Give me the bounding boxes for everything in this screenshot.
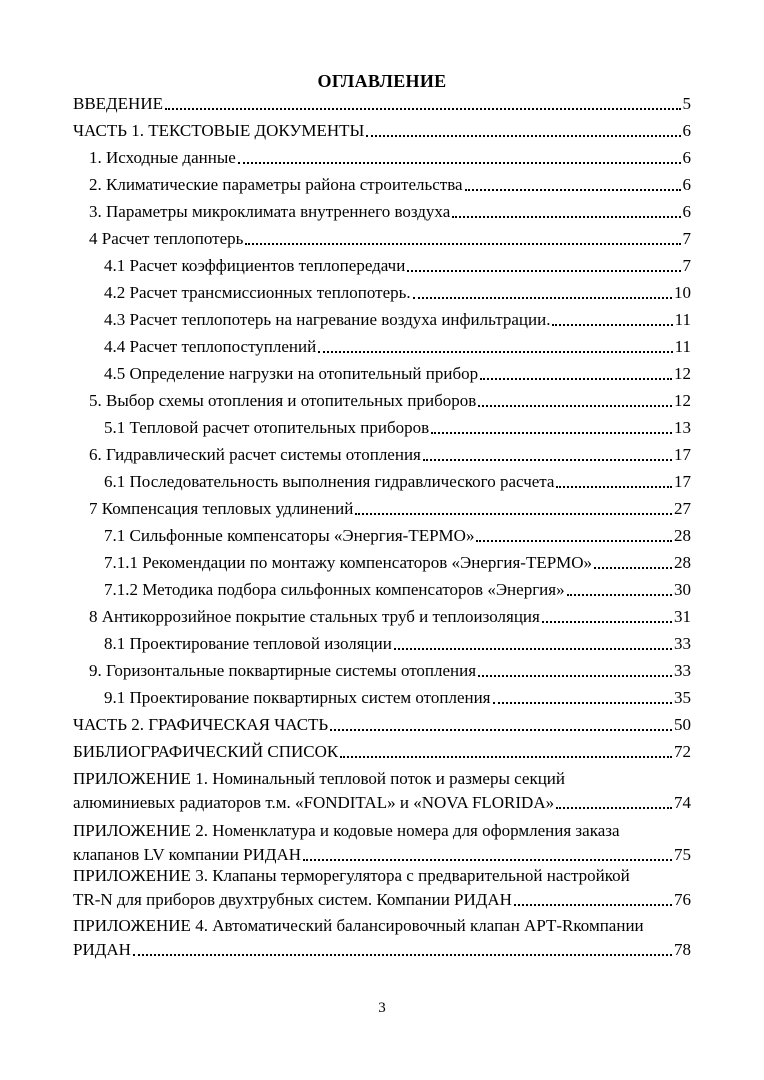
toc-entry[interactable]: [0, 579, 764, 605]
dot-leader: [330, 728, 672, 731]
toc-entry[interactable]: [0, 660, 764, 686]
dot-leader: [478, 674, 672, 677]
toc-entry-page: 31: [674, 607, 691, 626]
toc-entry[interactable]: [0, 915, 764, 965]
toc-entry-page: 12: [674, 391, 691, 410]
dot-leader: [413, 296, 672, 299]
toc-entry[interactable]: [0, 768, 764, 818]
dot-leader: [594, 566, 672, 569]
dot-leader: [238, 161, 681, 164]
toc-entry-page: 75: [674, 845, 691, 864]
toc-entry-label: 5. Выбор схемы отопления и отопительных приборов: [89, 391, 477, 410]
toc-entry-label: 1. Исходные данные: [89, 148, 236, 167]
toc-entry-label: 7.1.2 Методика подбора сильфонных компенсаторов «Энергия»: [104, 580, 565, 599]
toc-entry-page: 28: [674, 553, 691, 572]
toc-entry[interactable]: [0, 255, 764, 281]
toc-entry[interactable]: [0, 228, 764, 254]
dot-leader: [165, 107, 681, 110]
toc-entry-page: 13: [674, 418, 691, 437]
toc-entry[interactable]: [0, 471, 764, 497]
dot-leader: [245, 242, 680, 245]
dot-leader: [340, 755, 672, 758]
toc-entry-label: 5.1 Тепловой расчет отопительных приборов: [104, 418, 430, 437]
toc-entry[interactable]: [0, 444, 764, 470]
dot-leader: [556, 806, 672, 809]
dot-leader: [476, 539, 672, 542]
toc-entry-page: 72: [674, 742, 691, 761]
dot-leader: [394, 647, 672, 650]
toc-entry-page: 11: [674, 310, 691, 329]
toc-entry-label: 4.5 Определение нагрузки на отопительный прибор: [104, 364, 479, 383]
toc-entry-page: 6: [682, 202, 691, 221]
toc-entry-label-line1: ПРИЛОЖЕНИЕ 1. Номинальный тепловой поток и размеры секций: [73, 769, 565, 788]
dot-leader: [542, 620, 672, 623]
toc-entry-label: алюминиевых радиаторов т.м. «FONDITAL» и «NOVA FLORIDA»: [73, 793, 555, 812]
toc-entry[interactable]: [0, 525, 764, 551]
toc-entry[interactable]: [0, 714, 764, 740]
dot-leader: [478, 404, 672, 407]
dot-leader: [552, 323, 672, 326]
toc-entry-label: 4.1 Расчет коэффициентов теплопередачи: [104, 256, 406, 275]
dot-leader: [452, 215, 680, 218]
toc-entry-label: 4.2 Расчет трансмиссионных теплопотерь.: [104, 283, 411, 302]
toc-entry-page: 17: [674, 472, 691, 491]
toc-entry-label: ВВЕДЕНИЕ: [73, 94, 163, 113]
toc-entry-page: 33: [674, 661, 691, 680]
toc-entry-label: 7.1 Сильфонные компенсаторы «Энергия-ТЕРМО»: [104, 526, 475, 545]
toc-entry[interactable]: [0, 363, 764, 389]
toc-entry-label: 6.1 Последовательность выполнения гидравлического расчета: [104, 472, 555, 491]
toc-entry-label: ЧАСТЬ 2. ГРАФИЧЕСКАЯ ЧАСТЬ: [73, 715, 329, 734]
dot-leader: [407, 269, 680, 272]
toc-entry-page: 7: [682, 229, 691, 248]
toc-entry-page: 33: [674, 634, 691, 653]
toc-entry[interactable]: [0, 336, 764, 362]
toc-entry-label: БИБЛИОГРАФИЧЕСКИЙ СПИСОК: [73, 742, 339, 761]
toc-entry-page: 28: [674, 526, 691, 545]
toc-entry[interactable]: [0, 390, 764, 416]
dot-leader: [465, 188, 681, 191]
toc-entry[interactable]: [0, 498, 764, 524]
toc-entry[interactable]: [0, 417, 764, 443]
toc-entry[interactable]: [0, 633, 764, 659]
toc-entry[interactable]: [0, 282, 764, 308]
toc-entry-page: 30: [674, 580, 691, 599]
dot-leader: [366, 134, 680, 137]
toc-entry-label: 8 Антикоррозийное покрытие стальных труб и теплоизоляция: [89, 607, 540, 626]
toc-entry-label: 6. Гидравлический расчет системы отопления: [89, 445, 421, 464]
toc-entry-label: клапанов LV компании РИДАН: [73, 845, 302, 864]
toc-entry-label: TR-N для приборов двухтрубных систем. Компании РИДАН: [73, 890, 512, 909]
toc-entry[interactable]: [0, 741, 764, 767]
dot-leader: [431, 431, 672, 434]
toc-entry-label: 7.1.1 Рекомендации по монтажу компенсаторов «Энергия-ТЕРМО»: [104, 553, 593, 572]
toc-entry-page: 11: [674, 337, 691, 356]
toc-entry-label: РИДАН: [73, 940, 131, 959]
toc-entry[interactable]: [0, 309, 764, 335]
toc-entry[interactable]: [0, 174, 764, 200]
toc-entry-page: 5: [682, 94, 691, 113]
dot-leader: [493, 701, 672, 704]
toc-entry-label-line1: ПРИЛОЖЕНИЕ 4. Автоматический балансировочный клапан АРТ-Rкомпании: [73, 916, 644, 935]
dot-leader: [355, 512, 672, 515]
toc-entry-label-line1: ПРИЛОЖЕНИЕ 2. Номенклатура и кодовые номера для оформления заказа: [73, 821, 620, 840]
toc-entry-label: 8.1 Проектирование тепловой изоляции: [104, 634, 392, 653]
dot-leader: [567, 593, 672, 596]
dot-leader: [556, 485, 672, 488]
toc-entry-page: 50: [674, 715, 691, 734]
toc-title: ОГЛАВЛЕНИЕ: [317, 71, 447, 91]
toc-entry[interactable]: [0, 201, 764, 227]
toc-entry-page: 76: [674, 890, 691, 909]
toc-entry-page: 12: [674, 364, 691, 383]
toc-entry-label-line1: ПРИЛОЖЕНИЕ 3. Клапаны терморегулятора с предварительной настройкой: [73, 866, 630, 885]
toc-entry-page: 74: [674, 793, 691, 812]
dot-leader: [480, 377, 672, 380]
dot-leader: [423, 458, 672, 461]
dot-leader: [133, 953, 672, 956]
toc-entry-label: 2. Климатические параметры района строительства: [89, 175, 463, 194]
toc-entry-label: 9. Горизонтальные поквартирные системы отопления: [89, 661, 477, 680]
toc-entry-label: 7 Компенсация тепловых удлинений: [89, 499, 354, 518]
toc-entry[interactable]: [0, 552, 764, 578]
toc-entry-page: 6: [682, 121, 691, 140]
toc-entry-label: 9.1 Проектирование поквартирных систем отопления: [104, 688, 491, 707]
toc-entry[interactable]: [0, 120, 764, 146]
toc-entry-label: 4 Расчет теплопотерь: [89, 229, 244, 248]
toc-entry-page: 6: [682, 175, 691, 194]
toc-entry-page: 10: [674, 283, 691, 302]
toc-entry-page: 7: [682, 256, 691, 275]
toc-entry[interactable]: [0, 147, 764, 173]
toc-entry[interactable]: [0, 687, 764, 713]
dot-leader: [303, 858, 672, 861]
page-number: 3: [378, 1000, 386, 1016]
toc-entry[interactable]: [0, 865, 764, 915]
toc-entry-page: 6: [682, 148, 691, 167]
toc-entry-label: 4.3 Расчет теплопотерь на нагревание воздуха инфильтрации.: [104, 310, 551, 329]
toc-entry[interactable]: [0, 606, 764, 632]
toc-entry-label: 4.4 Расчет теплопоступлений: [104, 337, 317, 356]
toc-entry-page: 27: [674, 499, 691, 518]
toc-entry-page: 35: [674, 688, 691, 707]
dot-leader: [318, 350, 672, 353]
dot-leader: [514, 903, 672, 906]
toc-entry[interactable]: [0, 93, 764, 119]
toc-entry-label: ЧАСТЬ 1. ТЕКСТОВЫЕ ДОКУМЕНТЫ: [73, 121, 365, 140]
toc-entry[interactable]: [0, 820, 764, 870]
toc-entry-page: 17: [674, 445, 691, 464]
toc-entry-page: 78: [674, 940, 691, 959]
toc-entry-label: 3. Параметры микроклимата внутреннего воздуха: [89, 202, 451, 221]
